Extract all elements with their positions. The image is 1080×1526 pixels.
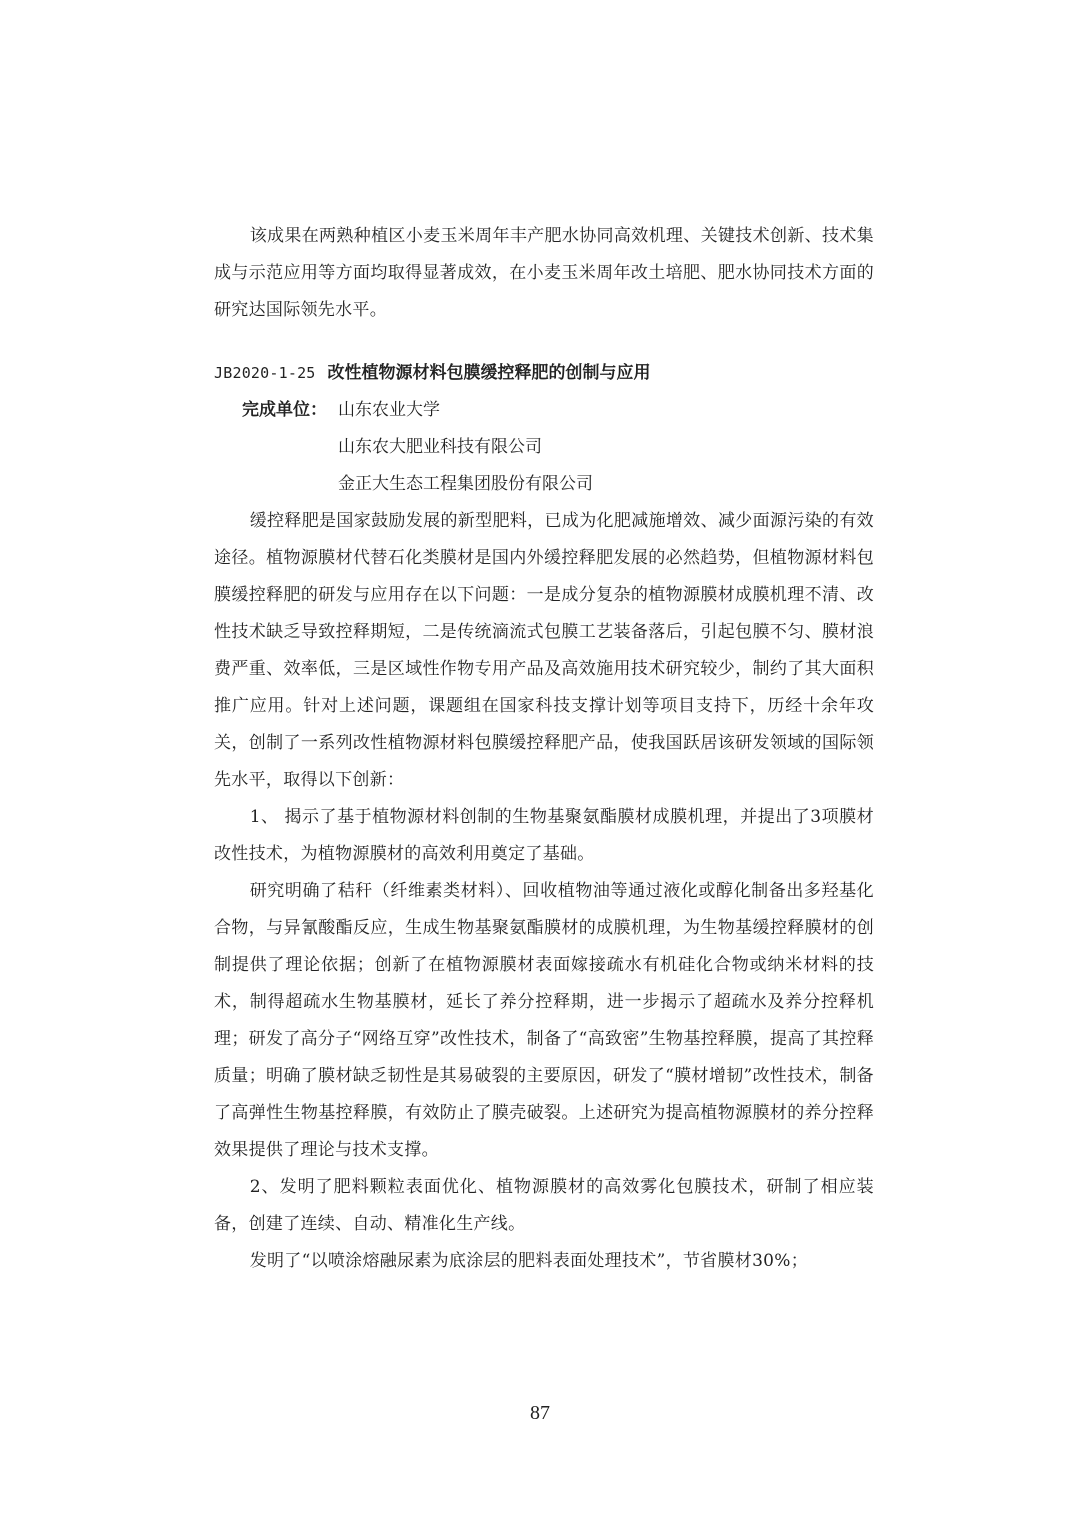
project-code: JB2020-1-25 <box>214 364 316 382</box>
body-paragraph-innovation-2: 2、发明了肥料颗粒表面优化、植物源膜材的高效雾化包膜技术，研制了相应装备，创建了连续、自动、精准化生产线。 <box>214 1177 874 1234</box>
intro-paragraph: 该成果在两熟种植区小麦玉米周年丰产肥水协同高效机理、关键技术创新、技术集成与示范应用等方面均取得显著成效，在小麦玉米周年改土培肥、肥水协同技术方面的研究达国际领先水平。 <box>214 226 874 320</box>
completion-units-label: 完成单位： <box>242 400 327 420</box>
body-paragraph-background: 缓控释肥是国家鼓励发展的新型肥料，已成为化肥减施增效、减少面源污染的有效途径。植物源膜材代替石化类膜材是国内外缓控释肥发展的必然趋势，但植物源材料包膜缓控释肥的研发与应用存在以下问题：一是成分复杂的植物源膜材成膜机理不清、改性技术缺乏导致控释期短，二是传统滴流式包膜工艺装备落后，引起包膜不匀、膜材浪费严重、效率低，三是区域性作物专用产品及高效施用技术研究较少，制约了其大面积推广应用。针对上述问题，课题组在国家科技支撑计划等项目支持下，历经十余年攻关，创制了一系列改性植物源材料包膜缓控释肥产品，使我国跃居该研发领域的国际领先水平，取得以下创新： <box>214 511 874 790</box>
unit-row <box>214 466 874 503</box>
project-heading <box>214 355 874 392</box>
unit-row <box>214 429 874 466</box>
completion-units <box>214 392 874 503</box>
body-paragraph-innovation-2-detail: 发明了“以喷涂熔融尿素为底涂层的肥料表面处理技术”，节省膜材30%； <box>249 1251 809 1271</box>
body-paragraph-innovation-1-detail: 研究明确了秸秆（纤维素类材料）、回收植物油等通过液化或醇化制备出多羟基化合物，与异氰酸酯反应，生成生物基聚氨酯膜材的成膜机理，为生物基缓控释膜材的创制提供了理论依据；创新了在植物源膜材表面嫁接疏水有机硅化合物或纳米材料的技术，制得超疏水生物基膜材，延长了养分控释期，进一步揭示了超疏水及养分控释机理；研发了高分子“网络互穿”改性技术，制备了“高致密”生物基控释膜，提高了其控释质量；明确了膜材缺乏韧性是其易破裂的主要原因，研发了“膜材增韧”改性技术，制备了高弹性生物基控释膜，有效防止了膜壳破裂。上述研究为提高植物源膜材的养分控释效果提供了理论与技术支撑。 <box>214 881 874 1160</box>
unit-name: 金正大生态工程集团股份有限公司 <box>338 474 593 494</box>
page-content <box>214 218 874 1280</box>
unit-name: 山东农大肥业科技有限公司 <box>338 437 542 457</box>
body-paragraph-innovation-1: 1、 揭示了基于植物源材料创制的生物基聚氨酯膜材成膜机理，并提出了3项膜材改性技术，为植物源膜材的高效利用奠定了基础。 <box>214 807 874 864</box>
project-title: 改性植物源材料包膜缓控释肥的创制与应用 <box>327 363 651 383</box>
page-number: 87 <box>530 1402 550 1424</box>
unit-row <box>214 392 874 429</box>
unit-name: 山东农业大学 <box>338 400 440 420</box>
